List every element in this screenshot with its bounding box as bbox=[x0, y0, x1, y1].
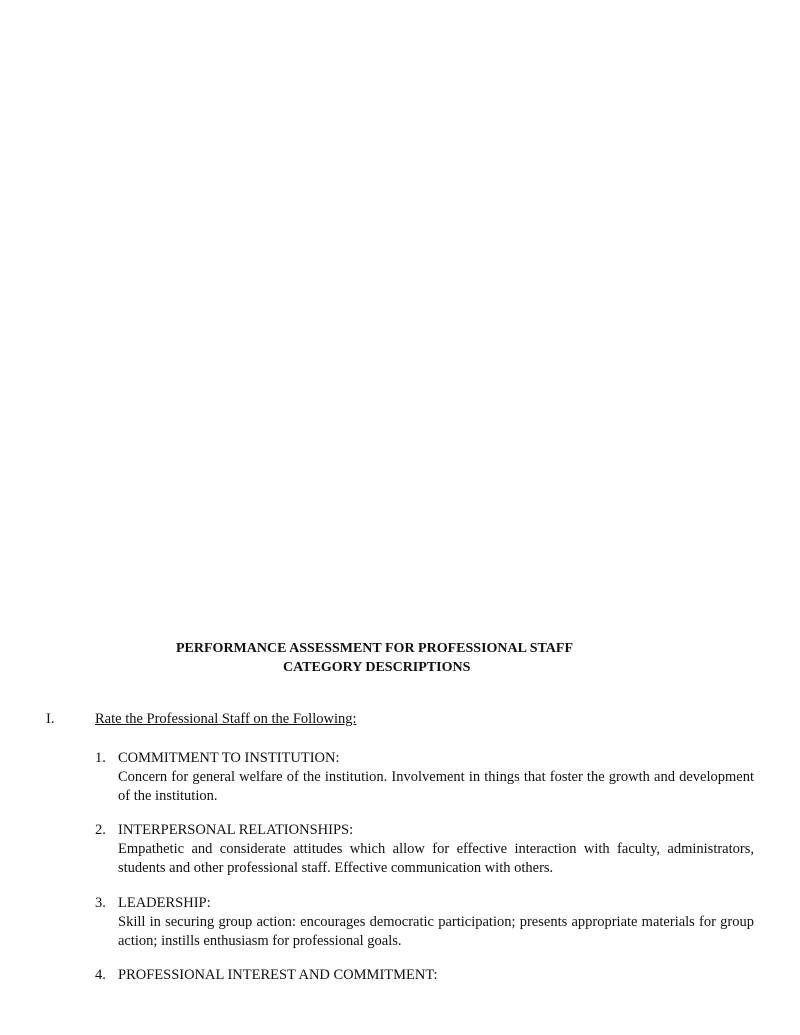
section-number: I. bbox=[46, 711, 55, 727]
item-number: 2. bbox=[95, 822, 106, 838]
document-subtitle: CATEGORY DESCRIPTIONS bbox=[283, 660, 471, 675]
list-item-leadership bbox=[95, 893, 754, 951]
list-item-professional-interest bbox=[95, 965, 754, 985]
item-number: 3. bbox=[95, 895, 106, 911]
section-heading: Rate the Professional Staff on the Following: bbox=[95, 711, 357, 727]
list-item-commitment bbox=[95, 748, 754, 806]
item-title: COMMITMENT TO INSTITUTION: bbox=[118, 750, 340, 766]
item-description: Skill in securing group action: encourages democratic participation; presents appropriate materials for group action; instills enthusiasm for professional goals. bbox=[118, 914, 754, 949]
item-number: 4. bbox=[95, 967, 106, 983]
document-title: PERFORMANCE ASSESSMENT FOR PROFESSIONAL STAFF bbox=[176, 641, 573, 656]
list-item-interpersonal bbox=[95, 820, 754, 878]
item-title: PROFESSIONAL INTEREST AND COMMITMENT: bbox=[118, 967, 438, 983]
item-title: LEADERSHIP: bbox=[118, 895, 211, 911]
item-title: INTERPERSONAL RELATIONSHIPS: bbox=[118, 822, 354, 838]
item-description: Empathetic and considerate attitudes which allow for effective interaction with faculty, administrators, students and other professional staff. Effective communication with others. bbox=[118, 841, 754, 876]
item-description: Concern for general welfare of the institution. Involvement in things that foster the growth and development of the institution. bbox=[118, 769, 754, 804]
item-number: 1. bbox=[95, 750, 106, 766]
